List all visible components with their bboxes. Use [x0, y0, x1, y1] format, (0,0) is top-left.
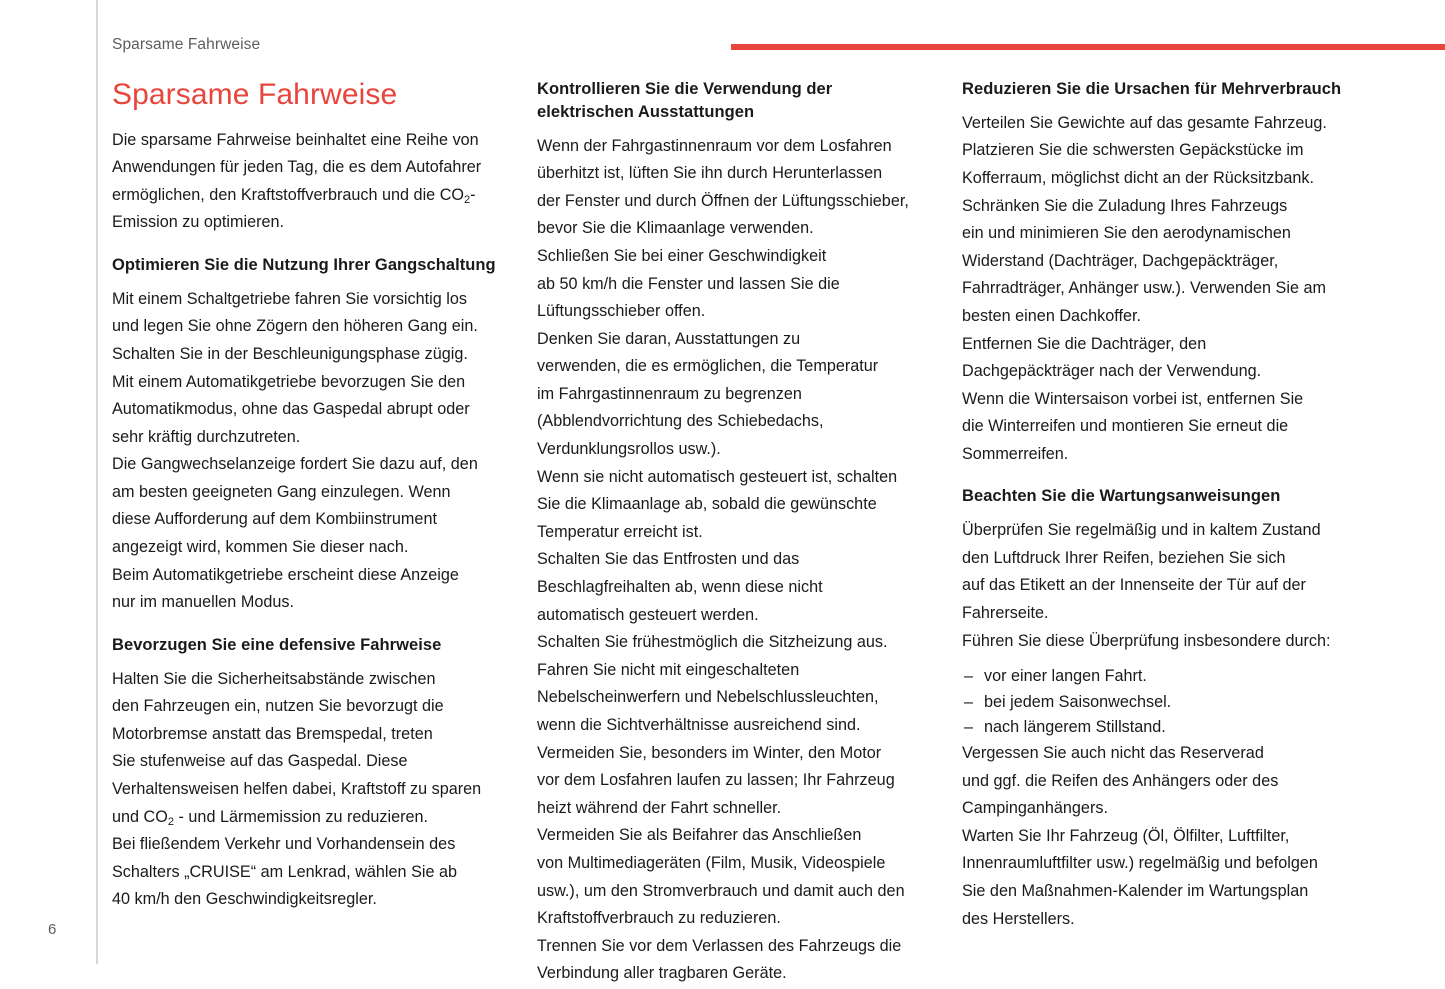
text-line: Schalten Sie das Entfrosten und das: [537, 550, 800, 569]
content-columns: [112, 78, 1445, 989]
paragraph-mehrverbrauch: [962, 111, 1385, 468]
text-line: Lüftungsschieber offen.: [537, 302, 706, 321]
paragraph-intro: [112, 128, 497, 236]
text-line: Wenn der Fahrgastinnenraum vor dem Losfahren: [537, 136, 892, 155]
text-line: sehr kräftig durchzutreten.: [112, 427, 301, 446]
text-line: Beschlagfreihalten ab, wenn diese nicht: [537, 578, 823, 597]
text-line: Sie die Klimaanlage ab, sobald die gewünschte: [537, 495, 877, 514]
text-line: ein und minimieren Sie den aerodynamischen: [962, 224, 1291, 243]
text-line: Kofferraum, möglichst dicht an der Rücksitzbank.: [962, 168, 1314, 187]
text-line: nur im manuellen Modus.: [112, 593, 294, 612]
text-line: von Multimediageräten (Film, Musik, Videospiele: [537, 853, 886, 872]
checklist: [962, 664, 1385, 741]
text-line: Temperatur erreicht ist.: [537, 522, 703, 541]
text-line: und $CO_2$ - und Lärmemission zu reduzieren.: [112, 807, 429, 829]
text-line: 40 km/h den Geschwindigkeitsregler.: [112, 890, 377, 909]
text-line: Innenraumluftfilter usw.) regelmäßig und befolgen: [962, 854, 1318, 873]
text-line: im Fahrgastinnenraum zu begrenzen: [537, 384, 802, 403]
text-line: Campinganhängers.: [962, 799, 1108, 818]
text-line: Nebelscheinwerfern und Nebelschlussleuchten,: [537, 688, 879, 707]
text-line: vor dem Losfahren laufen zu lassen; Ihr Fahrzeug: [537, 771, 895, 790]
text-line: Trennen Sie vor dem Verlassen des Fahrzeugs die: [537, 936, 902, 955]
text-line: Die sparsame Fahrweise beinhaltet eine Reihe von: [112, 130, 479, 149]
text-line: Sie stufenweise auf das Gaspedal. Diese: [112, 752, 408, 771]
text-line: den Luftdruck Ihrer Reifen, beziehen Sie sich: [962, 548, 1286, 567]
text-line: Wenn die Wintersaison vorbei ist, entfernen Sie: [962, 389, 1304, 408]
text-line: am besten geeigneten Gang einzulegen. Wenn: [112, 482, 451, 501]
text-line: Verhaltensweisen helfen dabei, Kraftstoff zu sparen: [112, 780, 482, 798]
text-line: Mit einem Automatikgetriebe bevorzugen Sie den: [112, 372, 466, 391]
text-line: Sie den Maßnahmen-Kalender im Wartungsplan: [962, 881, 1309, 900]
section-heading-defensive-fahrweise: Bevorzugen Sie eine defensive Fahrweise: [112, 635, 442, 654]
text-line: (Abblendvorrichtung des Schiebedachs,: [537, 412, 824, 431]
text-line: verwenden, die es ermöglichen, die Temperatur: [537, 357, 879, 376]
text-line: heizt während der Fahrt schneller.: [537, 798, 782, 817]
text-line: Mit einem Schaltgetriebe fahren Sie vorsichtig los: [112, 289, 467, 308]
text-line: Wenn sie nicht automatisch gesteuert ist, schalten: [537, 467, 898, 486]
text-line: automatisch gesteuert werden.: [537, 605, 759, 624]
paragraph-wartung-intro: [962, 518, 1385, 654]
text-line: Sommerreifen.: [962, 444, 1069, 463]
text-line: usw.), um den Stromverbrauch und damit auch den: [537, 881, 905, 900]
paragraph-elektrische-ausstattungen: [537, 134, 922, 987]
list-item: – bei jedem Saisonwechsel.: [962, 690, 1385, 716]
text-line: ab 50 km/h die Fenster und lassen Sie die: [537, 274, 840, 293]
text-line: und legen Sie ohne Zögern den höheren Gang ein.: [112, 317, 478, 336]
text-line: Vergessen Sie auch nicht das Reserverad: [962, 744, 1264, 762]
list-item: – nach längerem Stillstand.: [962, 715, 1385, 741]
paragraph-wartung-outro: [962, 741, 1385, 932]
text-line: Fahrradträger, Anhänger usw.). Verwenden Sie am: [962, 279, 1326, 298]
section-heading-mehrverbrauch: Reduzieren Sie die Ursachen für Mehrverbrauch: [962, 80, 1342, 98]
text-line: Vermeiden Sie als Beifahrer das Anschließen: [537, 826, 862, 845]
column-2: [537, 78, 962, 989]
text-line: und ggf. die Reifen des Anhängers oder des: [962, 771, 1279, 790]
text-line: angezeigt wird, kommen Sie dieser nach.: [112, 538, 409, 557]
text-line: Entfernen Sie die Dachträger, den: [962, 334, 1207, 353]
text-line: Motorbremse anstatt das Bremspedal, treten: [112, 724, 433, 743]
text-line: Beim Automatikgetriebe erscheint diese Anzeige: [112, 565, 459, 584]
text-line: die Winterreifen und montieren Sie erneut die: [962, 417, 1289, 436]
text-line: Halten Sie die Sicherheitsabstände zwischen: [112, 669, 436, 688]
text-line: Überprüfen Sie regelmäßig und in kaltem Zustand: [962, 521, 1321, 540]
section-heading-wartungsanweisungen: Beachten Sie die Wartungsanweisungen: [962, 487, 1281, 506]
left-margin-rule: [96, 0, 98, 964]
page-title: Sparsame Fahrweise: [112, 78, 398, 111]
text-line: den Fahrzeugen ein, nutzen Sie bevorzugt die: [112, 697, 444, 716]
text-line: Warten Sie Ihr Fahrzeug (Öl, Ölfilter, Luftfilter,: [962, 826, 1290, 845]
column-3: [962, 78, 1445, 989]
text-line: Anwendungen für jeden Tag, die es dem Autofahrer: [112, 158, 482, 177]
text-line: wenn die Sichtverhältnisse ausreichend sind.: [537, 716, 861, 734]
text-line: besten einen Dachkoffer.: [962, 306, 1142, 325]
text-line: Fahrerseite.: [962, 604, 1049, 623]
text-line: Bei fließendem Verkehr und Vorhandensein des: [112, 835, 456, 854]
text-line: des Herstellers.: [962, 909, 1075, 928]
text-line: Schließen Sie bei einer Geschwindigkeit: [537, 246, 827, 265]
paragraph-gangschaltung: [112, 287, 497, 616]
text-line: Verdunklungsrollos usw.).: [537, 440, 721, 459]
section-heading-gangschaltung: Optimieren Sie die Nutzung Ihrer Gangschaltung: [112, 255, 496, 274]
text-line: Dachgepäckträger nach der Verwendung.: [962, 362, 1262, 381]
text-line: Die Gangwechselanzeige fordert Sie dazu auf, den: [112, 455, 478, 474]
text-line: überhitzt ist, lüften Sie ihn durch Herunterlassen: [537, 164, 883, 183]
text-line: Fahren Sie nicht mit eingeschalteten: [537, 660, 800, 679]
text-line: Vermeiden Sie, besonders im Winter, den Motor: [537, 743, 882, 762]
column-1: [112, 78, 537, 989]
paragraph-defensive-fahrweise: [112, 667, 497, 913]
text-line: Emission zu optimieren.: [112, 213, 285, 232]
text-line: Widerstand (Dachträger, Dachgepäckträger,: [962, 251, 1279, 270]
text-line: Denken Sie daran, Ausstattungen zu: [537, 329, 801, 348]
section-heading-elektrische-ausstattungen: Kontrollieren Sie die Verwendung der elektrischen Ausstattungen: [537, 80, 833, 121]
text-line: Verteilen Sie Gewichte auf das gesamte Fahrzeug.: [962, 113, 1327, 132]
text-line: Führen Sie diese Überprüfung insbesondere durch:: [962, 631, 1331, 650]
text-line: diese Aufforderung auf dem Kombiinstrument: [112, 510, 437, 529]
text-line: Schalten Sie frühestmöglich die Sitzheizung aus.: [537, 633, 888, 652]
list-item: – vor einer langen Fahrt.: [962, 664, 1385, 690]
text-line: Automatikmodus, ohne das Gaspedal abrupt oder: [112, 400, 470, 419]
text-line: Schalten Sie in der Beschleunigungsphase zügig.: [112, 344, 468, 363]
text-line: Kraftstoffverbrauch zu reduzieren.: [537, 909, 781, 928]
text-line: Platzieren Sie die schwersten Gepäckstücke im: [962, 141, 1304, 160]
text-line: Schränken Sie die Zuladung Ihres Fahrzeugs: [962, 196, 1288, 215]
text-line: Verbindung aller tragbaren Geräte.: [537, 964, 787, 983]
text-line: auf das Etikett an der Innenseite der Tür auf der: [962, 576, 1306, 595]
text-line: ermöglichen, den Kraftstoffverbrauch und die $CO_2-$: [112, 185, 476, 207]
text-line: bevor Sie die Klimaanlage verwenden.: [537, 219, 814, 238]
page-number: 6: [48, 921, 57, 938]
text-line: der Fenster und durch Öffnen der Lüftungsschieber,: [537, 191, 909, 210]
text-line: Schalters „CRUISE“ am Lenkrad, wählen Sie ab: [112, 862, 458, 881]
running-head: Sparsame Fahrweise: [112, 36, 261, 53]
header-accent-rule: [731, 44, 1445, 50]
